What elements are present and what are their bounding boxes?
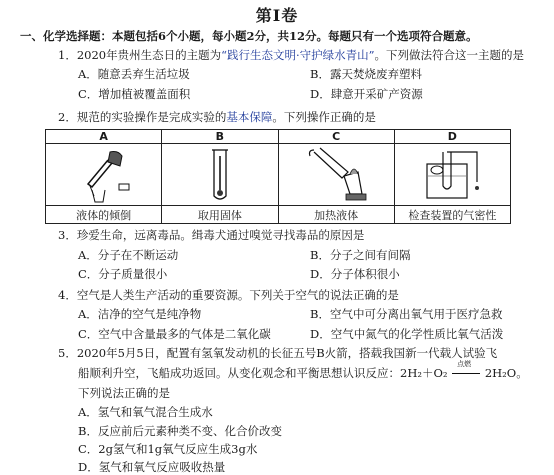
q3-option-b: B．分子之间有间隔 bbox=[310, 248, 411, 262]
q4-option-d: D．空气中氮气的化学性质比氧气活泼 bbox=[310, 327, 504, 341]
q4-option-b: B．空气中可分离出氧气用于医疗急救 bbox=[310, 307, 503, 321]
q1-option-a: A．随意丢弃生活垃圾 bbox=[78, 67, 190, 81]
q3-option-c: C．分子质量很小 bbox=[78, 267, 168, 281]
q4-option-c: C．空气中含量最多的气体是二氧化碳 bbox=[78, 327, 271, 341]
q2-header-b: B bbox=[162, 130, 278, 144]
q3-stem: 3．珍爱生命，远离毒品。缉毒犬通过嗅觉寻找毒品的原因是 bbox=[58, 228, 365, 242]
page-title: 第Ⅰ卷 bbox=[255, 6, 299, 25]
q5-stem-line2: 船顺利升空，飞船成功返回。从变化观念和平衡思想认识反应：2H₂＋O₂ 点燃 2H₂O。 bbox=[78, 360, 528, 380]
q3-option-d: D．分子体积很小 bbox=[310, 267, 400, 281]
q2-header-c: C bbox=[278, 130, 394, 144]
q2-figure-table bbox=[45, 129, 511, 224]
q2-caption-a: 液体的倾倒 bbox=[46, 206, 162, 224]
q1-option-b: B．露天焚烧废弃塑料 bbox=[310, 67, 422, 81]
reaction-condition: 点燃 bbox=[451, 369, 481, 379]
q4-stem: 4．空气是人类生产活动的重要资源。下列关于空气的说法正确的是 bbox=[58, 288, 399, 302]
q2-caption-c: 加热液体 bbox=[278, 206, 394, 224]
q5-stem-line3: 下列说法正确的是 bbox=[78, 386, 170, 400]
take-solid-illustration bbox=[190, 146, 250, 204]
q1-option-c: C．增加植被覆盖面积 bbox=[78, 87, 191, 101]
q5-option-d: D．氢气和氧气反应吸收热量 bbox=[78, 460, 226, 474]
q4-option-a: A．洁净的空气是纯净物 bbox=[78, 307, 202, 321]
q5-option-a: A．氢气和氧气混合生成水 bbox=[78, 405, 213, 419]
section-heading: 一、化学选择题：本题包括6个小题，每小题2分，共12分。每题只有一个选项符合题意。 bbox=[20, 29, 478, 43]
q5-stem-line1: 5．2020年5月5日，配置有氢氧发动机的长征五号B火箭，搭载我国新一代载人试验飞 bbox=[58, 346, 498, 360]
q3-option-a: A．分子在不断运动 bbox=[78, 248, 179, 262]
heat-liquid-illustration bbox=[296, 146, 376, 204]
q2-caption-b: 取用固体 bbox=[162, 206, 278, 224]
q5-option-b: B．反应前后元素种类不变、化合价改变 bbox=[78, 424, 282, 438]
reaction-arrow bbox=[452, 373, 480, 374]
q5-option-c: C．2g氢气和1g氧气反应生成3g水 bbox=[78, 442, 258, 456]
pour-liquid-illustration bbox=[64, 146, 144, 204]
q1-option-d: D．肆意开采矿产资源 bbox=[310, 87, 423, 101]
q2-stem: 2．规范的实验操作是完成实验的基本保障。下列操作正确的是 bbox=[58, 110, 376, 124]
q2-header-a: A bbox=[46, 130, 162, 144]
q2-header-d: D bbox=[394, 130, 510, 144]
q1-stem: 1．2020年贵州生态日的主题为“践行生态文明·守护绿水青山”。下列做法符合这一主题的是 bbox=[58, 48, 525, 62]
q2-caption-d: 检查装置的气密性 bbox=[394, 206, 510, 224]
airtightness-check-illustration bbox=[407, 146, 497, 204]
